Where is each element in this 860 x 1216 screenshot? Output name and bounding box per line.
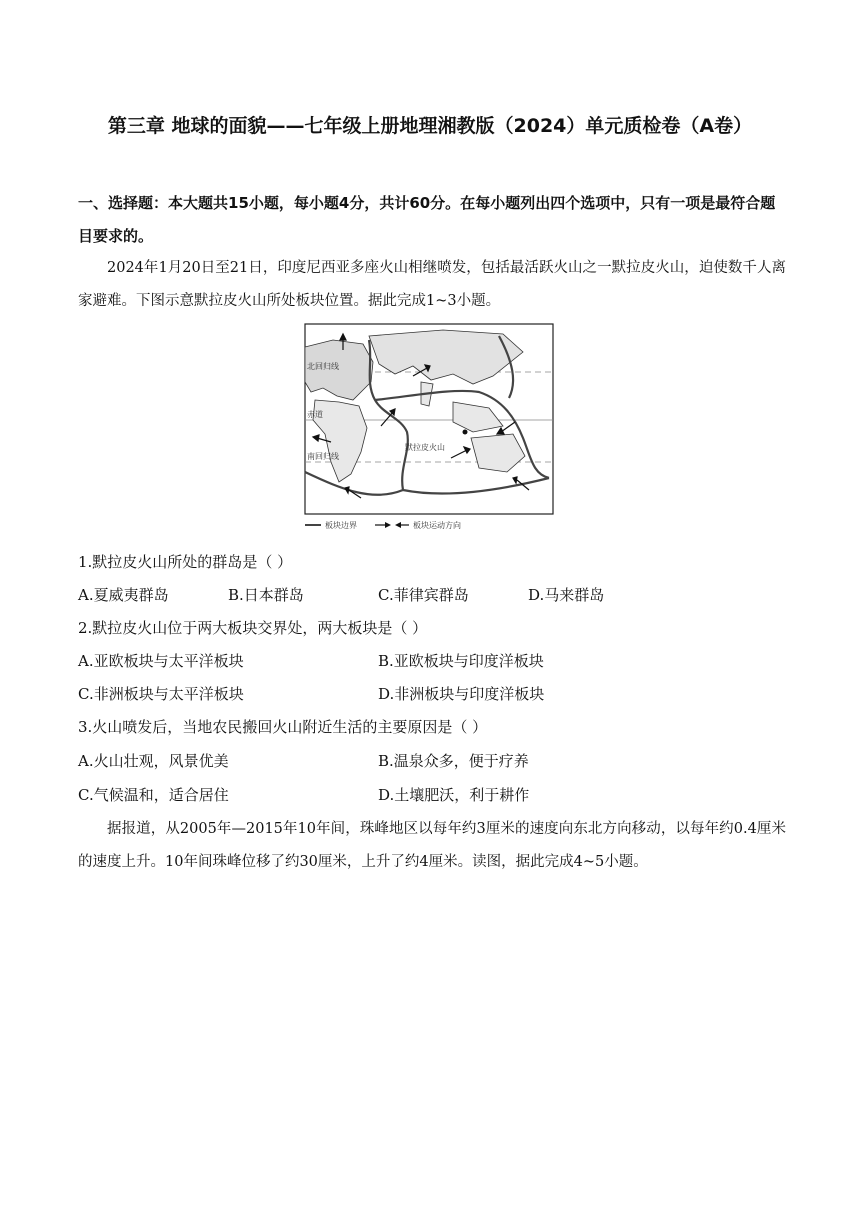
q2-option-a[interactable]: A.亚欧板块与太平洋板块 [78,652,244,670]
q2-option-c[interactable]: C.非洲板块与太平洋板块 [78,685,244,703]
legend-arrow-head-right [385,522,391,528]
label-tropic-capricorn: 南回归线 [307,452,339,461]
intro-paragraph-2: 据报道，从2005年—2015年10年间，珠峰地区以每年约3厘米的速度向东北方向移动，以每年约0.4厘米的速度上升。10年间珠峰位移了约30厘米，上升了约4厘米。读图，据此完成4~5小题。 [78,821,786,870]
label-tropic-cancer: 北回归线 [307,362,339,371]
question-3-stem: 3.火山喷发后，当地农民搬回火山附近生活的主要原因是（ ） [78,718,488,736]
question-2-stem: 2.默拉皮火山位于两大板块交界处，两大板块是（ ） [78,619,428,637]
q1-option-c[interactable]: C.菲律宾群岛 [378,586,469,604]
q3-option-c[interactable]: C.气候温和，适合居住 [78,786,229,804]
legend-motion-label: 板块运动方向 [413,521,461,530]
question-1-stem: 1.默拉皮火山所处的群岛是（ ） [78,553,293,571]
intro-paragraph-1: 2024年1月20日至21日，印度尼西亚多座火山相继喷发，包括最活跃火山之一默拉皮火山，迫使数千人离家避难。下图示意默拉皮火山所处板块位置。据此完成1~3小题。 [78,260,786,309]
label-equator: 赤道 [307,410,323,419]
q2-option-d[interactable]: D.非洲板块与印度洋板块 [378,685,545,703]
q3-option-d[interactable]: D.土壤肥沃，利于耕作 [378,786,530,804]
volcano-marker [463,430,468,435]
q1-option-d[interactable]: D.马来群岛 [528,586,605,604]
q3-option-a[interactable]: A.火山壮观，风景优美 [78,752,229,770]
q3-option-b[interactable]: B.温泉众多，便于疗养 [378,752,529,770]
q1-option-b[interactable]: B.日本群岛 [228,586,304,604]
plate-boundary-map [303,322,555,536]
page-title: 第三章 地球的面貌——七年级上册地理湘教版（2024）单元质检卷（A卷） [107,115,753,137]
label-volcano: 默拉皮火山 [405,443,445,452]
q1-option-a[interactable]: A.夏威夷群岛 [78,586,169,604]
legend-arrow-head-left [395,522,401,528]
section-heading: 一、选择题：本大题共15小题，每小题4分，共计60分。在每小题列出四个选项中，只有一项是最符合题目要求的。 [78,194,776,245]
q2-option-b[interactable]: B.亚欧板块与印度洋板块 [378,652,544,670]
legend-boundary-label: 板块边界 [325,521,357,530]
